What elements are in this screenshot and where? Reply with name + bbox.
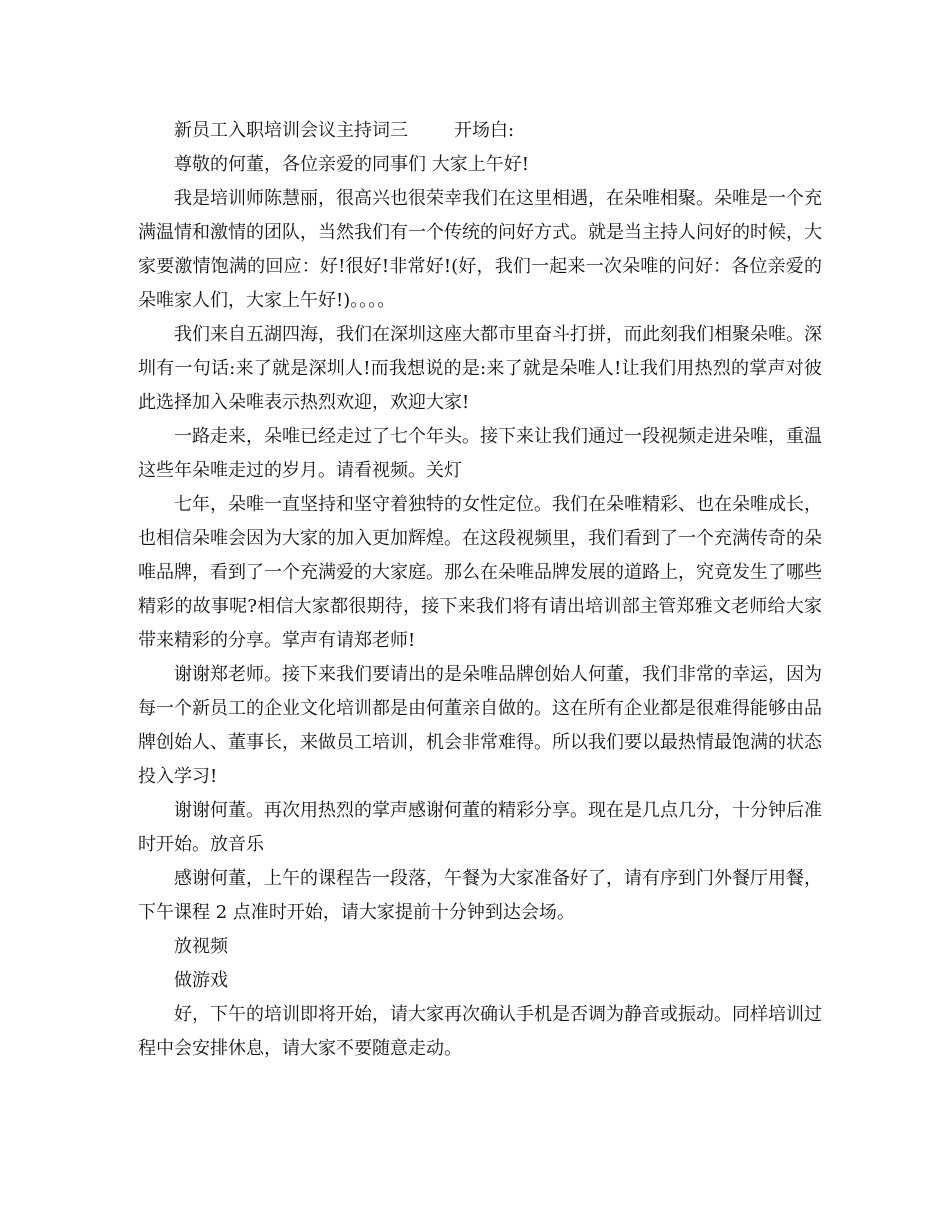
document-body <box>138 114 822 1066</box>
paragraph-greeting: 尊敬的何董，各位亲爱的同事们 大家上午好! <box>174 154 529 175</box>
paragraph-welcome: 我们来自五湖四海，我们在深圳这座大都市里奋斗打拼，而此刻我们相聚朵唯。深圳有一句话:来了就是深圳人!而我想说的是:来了就是朵唯人!让我们用热烈的掌声对彼此选择加入朵唯表示热烈欢迎，欢迎大家! <box>138 324 822 413</box>
paragraph-lunch: 感谢何董，上午的课程告一段落，午餐为大家准备好了，请有序到门外餐厅用餐，下午课程 2 点准时开始，请大家提前十分钟到达会场。 <box>138 868 822 923</box>
paragraph-introduction: 我是培训师陈慧丽，很高兴也很荣幸我们在这里相遇，在朵唯相聚。朵唯是一个充满温情和激情的团队，当然我们有一个传统的问好方式。就是当主持人问好的时候，大家要激情饱满的回应：好!很好!非常好!(好，我们一起来一次朵唯的问好：各位亲爱的朵唯家人们，大家上午好!)。。。。 <box>138 188 822 311</box>
paragraph-break: 谢谢何董。再次用热烈的掌声感谢何董的精彩分享。现在是几点几分，十分钟后准时开始。放音乐 <box>138 800 822 855</box>
paragraph-play-video: 放视频 <box>174 936 228 957</box>
paragraph-founder: 谢谢郑老师。接下来我们要请出的是朵唯品牌创始人何董，我们非常的幸运，因为每一个新员工的企业文化培训都是由何董亲自做的。这在所有企业都是很难得能够由品牌创始人、董事长，来做员工培训，机会非常难得。所以我们要以最热情最饱满的状态投入学习! <box>138 664 822 787</box>
document-title: 新员工入职培训会议主持词三 <box>174 120 408 141</box>
opening-label: 开场白: <box>454 120 515 141</box>
title-line <box>138 114 822 148</box>
paragraph-game: 做游戏 <box>174 970 228 991</box>
paragraph-brand-story: 七年，朵唯一直坚持和坚守着独特的女性定位。我们在朵唯精彩、也在朵唯成长，也相信朵唯会因为大家的加入更加辉煌。在这段视频里，我们看到了一个充满传奇的朵唯品牌，看到了一个充满爱的大家庭。那么在朵唯品牌发展的道路上，究竟发生了哪些精彩的故事呢?相信大家都很期待，接下来我们将有请出培训部主管郑雅文老师给大家带来精彩的分享。掌声有请郑老师! <box>138 494 822 651</box>
paragraph-afternoon: 好，下午的培训即将开始，请大家再次确认手机是否调为静音或振动。同样培训过程中会安排休息，请大家不要随意走动。 <box>138 1004 822 1059</box>
paragraph-video-intro: 一路走来，朵唯已经走过了七个年头。接下来让我们通过一段视频走进朵唯，重温这些年朵唯走过的岁月。请看视频。关灯 <box>138 426 822 481</box>
